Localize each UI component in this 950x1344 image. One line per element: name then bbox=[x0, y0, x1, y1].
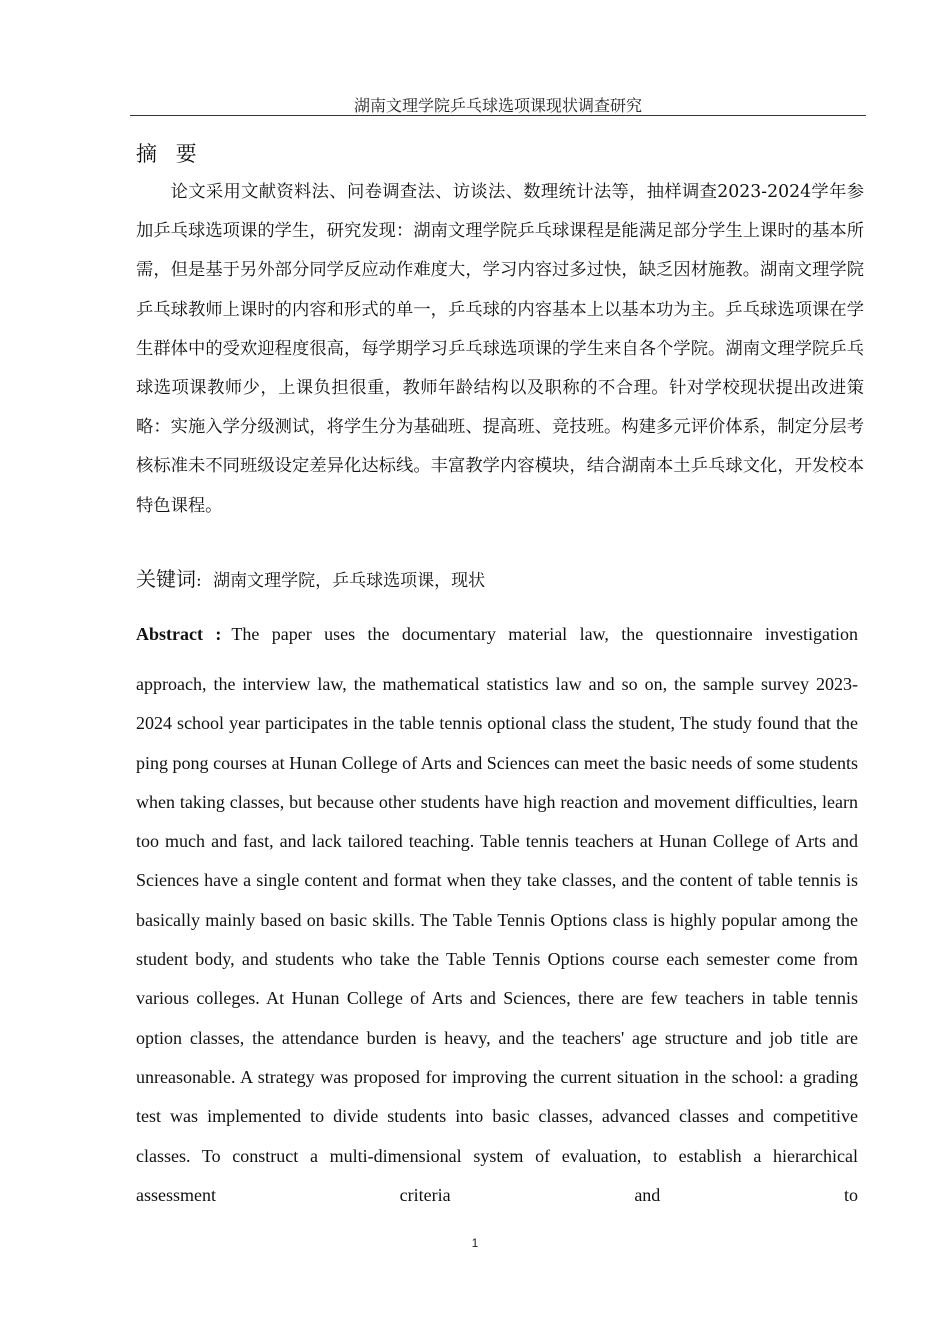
abstract-en-label: Abstract : bbox=[136, 624, 222, 644]
running-header-title: 湖南文理学院乒乓球选项课现状调查研究 bbox=[353, 96, 642, 115]
page-number: 1 bbox=[471, 1236, 479, 1250]
abstract-en-first-text: The paper uses the documentary material law, the questionnaire investigation bbox=[231, 624, 858, 644]
keywords-label: 关键词 bbox=[136, 567, 196, 591]
header-rule bbox=[130, 115, 866, 116]
abstract-en-first-line bbox=[136, 620, 858, 648]
abstract-cn-body: 论文采用文献资料法、问卷调查法、访谈法、数理统计法等，抽样调查2023-2024学年参加乒乓球选项课的学生，研究发现：湖南文理学院乒乓球课程是能满足部分学生上课时的基本所需，但是基于另外部分同学反应动作难度大，学习内容过多过快，缺乏因材施教。湖南文理学院乒乓球教师上课时的内容和形式的单一，乒乓球的内容基本上以基本功为主。乒乓球选项课在学生群体中的受欢迎程度很高，每学期学习乒乓球选项课的学生来自各个学院。湖南文理学院乒乓球选项课教师少，上课负担很重，教师年龄结构以及职称的不合理。针对学校现状提出改进策略：实施入学分级测试，将学生分为基础班、提高班、竞技班。构建多元评价体系，制定分层考核标准未不同班级设定差异化达标线。丰富教学内容模块，结合湖南本土乒乓球文化，开发校本特色课程。 bbox=[136, 182, 864, 516]
abstract-en-body: approach, the interview law, the mathematical statistics law and so on, the sample survey 2023-2024 school year participates in the table tennis optional class the student, The study found that the ping pong courses at Hunan College of Arts and Sciences can meet the basic needs of some students when taking classes, but because other students have high reaction and movement difficulties, learn too much and fast, and lack tailored teaching. Table tennis teachers at Hunan College of Arts and Sciences have a single content and format when they take classes, and the content of table tennis is basically mainly based on basic skills. The Table Tennis Options class is highly popular among the student body, and students who take the Table Tennis Options course each semester come from various colleges. At Hunan College of Arts and Sciences, there are few teachers in table tennis option classes, the attendance burden is heavy, and the teachers' age structure and job title are unreasonable. A strategy was proposed for improving the current situation in the school: a grading test was implemented to divide students into basic classes, advanced classes and competitive classes. To construct a multi-dimensional system of evaluation, to establish a hierarchical assessment criteria and to bbox=[136, 674, 858, 1205]
keywords-line bbox=[136, 563, 485, 592]
keywords-separator: : bbox=[196, 571, 202, 591]
keywords-text: 湖南文理学院，乒乓球选项课，现状 bbox=[213, 571, 486, 591]
abstract-cn-heading: 摘 要 bbox=[136, 142, 203, 166]
